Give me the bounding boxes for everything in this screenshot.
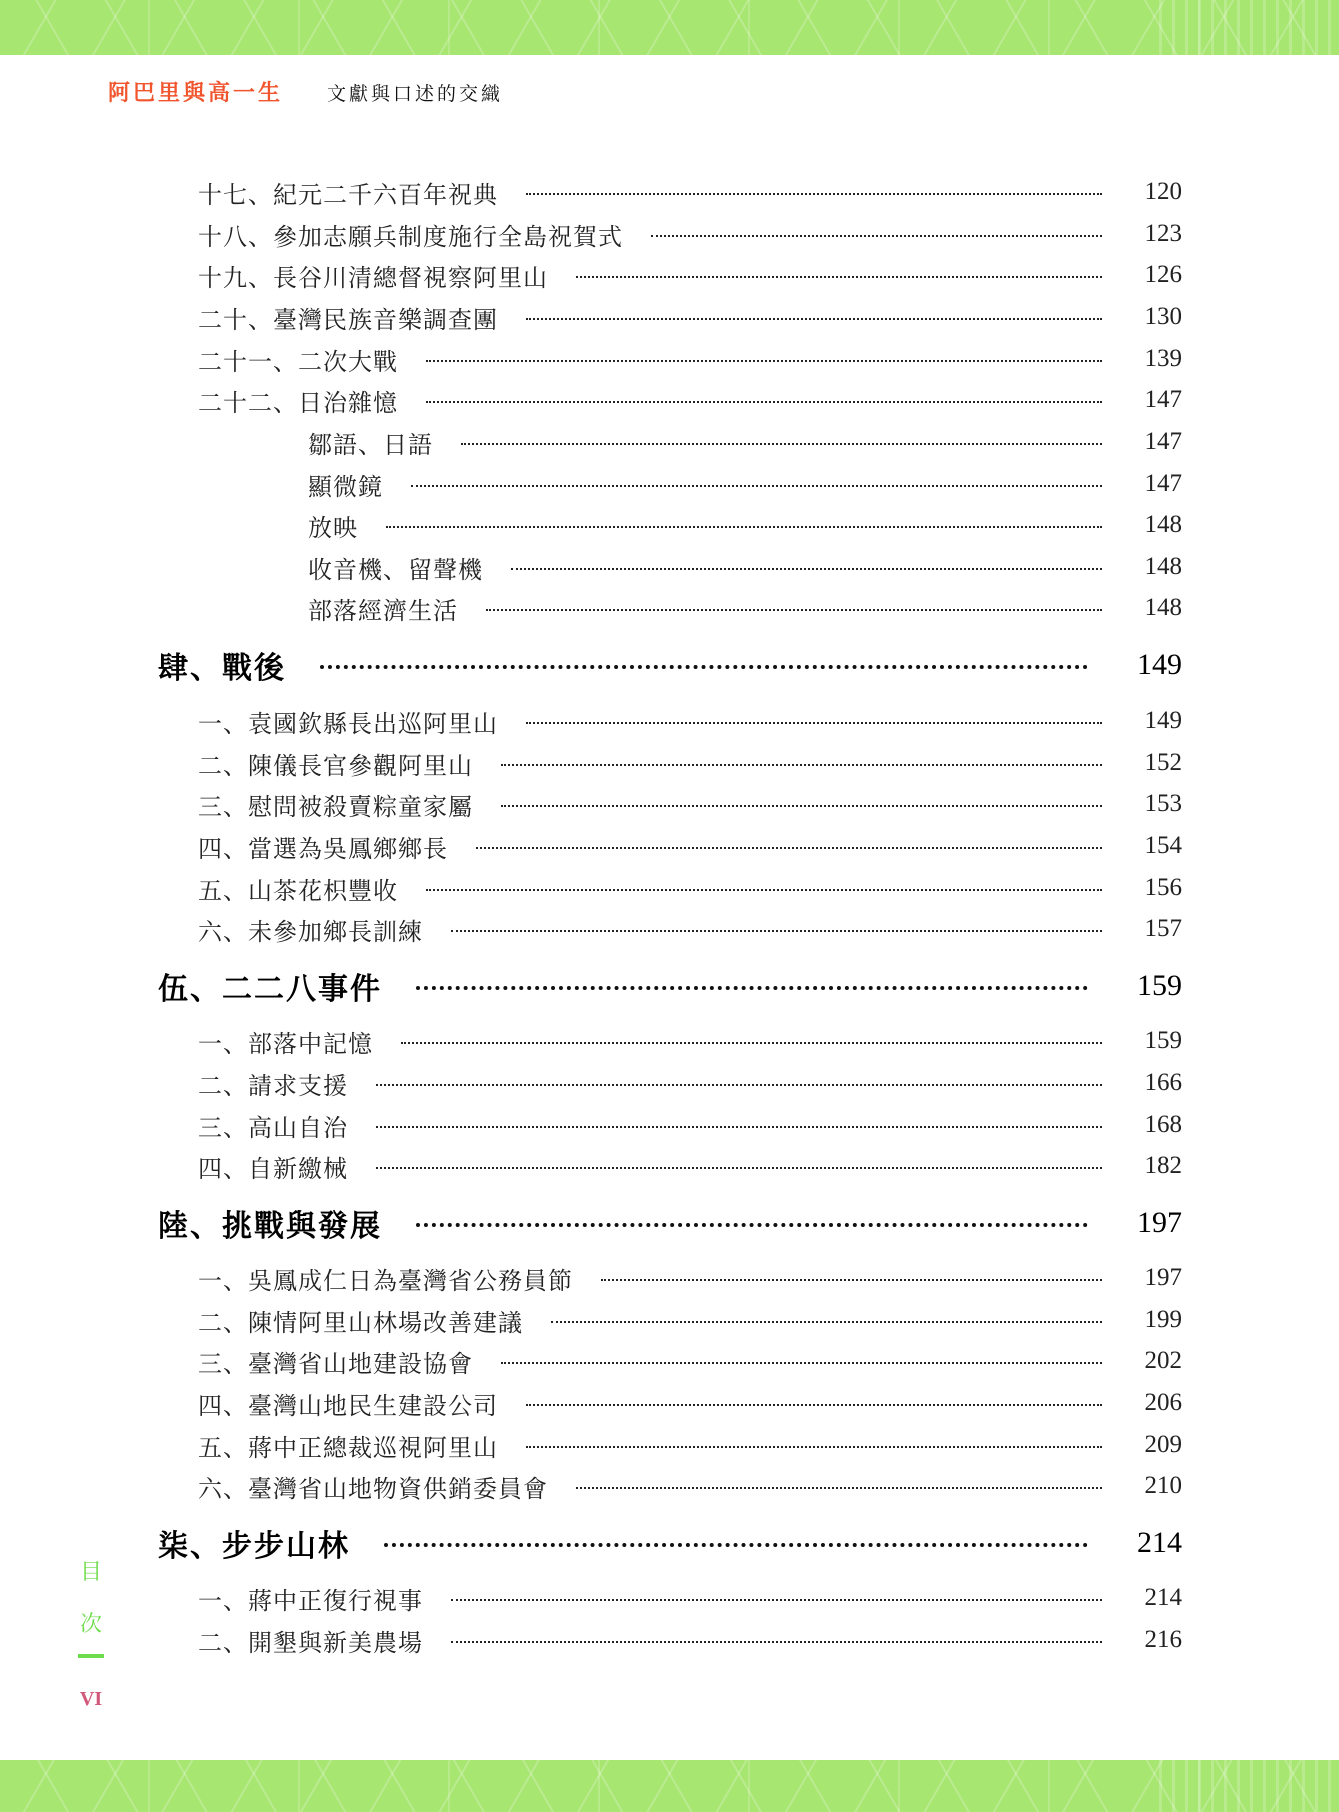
toc-entry-page-number: 214 [1137,1526,1182,1559]
dot-leader [426,889,1102,891]
toc-entry[interactable] [198,174,1182,210]
toc-entry[interactable] [198,1302,1182,1338]
toc-entry[interactable] [308,466,1182,502]
page-folio: VI [79,1688,103,1710]
toc-entry[interactable] [198,1343,1182,1379]
toc-entry-title: 三、高山自治 [198,1113,348,1142]
toc-entry-page-number: 139 [1144,345,1182,372]
toc-entry-page-number: 126 [1144,261,1182,288]
dot-leader [651,235,1102,237]
toc-entry[interactable] [198,299,1182,335]
toc-section-entry[interactable] [158,643,1182,687]
toc-entry-page-number: 148 [1144,594,1182,621]
toc-entry[interactable] [198,1148,1182,1184]
toc-entry[interactable] [198,1260,1182,1296]
toc-entry-page-number: 166 [1144,1069,1182,1096]
toc-entry-title: 六、未參加鄉長訓練 [198,917,423,946]
toc-entry[interactable] [198,911,1182,947]
toc-entry-page-number: 148 [1144,553,1182,580]
toc-entry[interactable] [198,745,1182,781]
toc-entry-page-number: 202 [1144,1347,1182,1374]
toc-entry[interactable] [198,786,1182,822]
toc-entry[interactable] [198,870,1182,906]
toc-entry-title: 收音機、留聲機 [308,555,483,584]
dot-leader [320,665,1088,669]
toc-entry-page-number: 210 [1144,1472,1182,1499]
book-subtitle: 文獻與口述的交織 [327,83,504,105]
toc-entry-title: 四、自新繳械 [198,1154,348,1183]
toc-entry-page-number: 123 [1144,220,1182,247]
toc-entry-title: 伍、二二八事件 [158,972,382,1007]
toc-entry-page-number: 197 [1137,1206,1182,1239]
toc-entry-page-number: 168 [1144,1111,1182,1138]
dot-leader [426,401,1102,403]
toc-entry-title: 二、開墾與新美農場 [198,1628,423,1657]
dot-leader [384,1543,1088,1547]
toc-entry[interactable] [198,1580,1182,1616]
toc-entry-title: 肆、戰後 [158,651,286,686]
toc-entry[interactable] [198,703,1182,739]
toc-entry-title: 一、吳鳳成仁日為臺灣省公務員節 [198,1266,573,1295]
dot-leader [501,805,1102,807]
toc-entry-page-number: 156 [1144,874,1182,901]
toc-entry-page-number: 147 [1144,470,1182,497]
toc-entry-title: 五、山茶花枳豐收 [198,876,398,905]
dot-leader [376,1126,1102,1128]
toc-entry[interactable] [198,216,1182,252]
toc-entry-title: 陸、挑戰與發展 [158,1209,382,1244]
toc-section-entry[interactable] [158,964,1182,1008]
toc-entry[interactable] [308,590,1182,626]
toc-entry-page-number: 214 [1144,1584,1182,1611]
toc-entry[interactable] [198,828,1182,864]
toc-entry-title: 十九、長谷川清總督視察阿里山 [198,263,548,292]
dot-leader [411,485,1102,487]
toc-entry-title: 二十二、日治雜憶 [198,388,398,417]
side-label-divider [78,1654,104,1658]
toc-entry[interactable] [198,1385,1182,1421]
toc-entry-title: 二、請求支援 [198,1071,348,1100]
toc-entry[interactable] [198,1065,1182,1101]
toc-section-entry[interactable] [158,1201,1182,1245]
toc-entry-title: 十八、參加志願兵制度施行全島祝賀式 [198,222,623,251]
dot-leader [526,318,1102,320]
dot-leader [451,1641,1102,1643]
toc-entry-title: 二十一、二次大戰 [198,347,398,376]
dot-leader [601,1279,1102,1281]
toc-entry[interactable] [198,257,1182,293]
toc-entry-page-number: 157 [1144,915,1182,942]
dot-leader [501,764,1102,766]
toc-entry-title: 放映 [308,513,358,542]
toc-entry-page-number: 149 [1144,707,1182,734]
toc-entry[interactable] [198,1427,1182,1463]
toc-entry-page-number: 182 [1144,1152,1182,1179]
toc-entry[interactable] [198,341,1182,377]
toc-entry-title: 四、臺灣山地民生建設公司 [198,1391,498,1420]
dot-leader [526,1446,1102,1448]
toc-entry-page-number: 197 [1144,1264,1182,1291]
toc-entry-page-number: 159 [1144,1027,1182,1054]
footer-decorative-band [0,1760,1339,1812]
dot-leader [526,1404,1102,1406]
dot-leader [376,1167,1102,1169]
toc-entry-page-number: 120 [1144,178,1182,205]
toc-entry[interactable] [308,549,1182,585]
dot-leader [401,1042,1102,1044]
toc-entry-page-number: 152 [1144,749,1182,776]
toc-entry[interactable] [198,382,1182,418]
dot-leader [461,443,1102,445]
toc-entry-page-number: 209 [1144,1431,1182,1458]
toc-entry-page-number: 159 [1137,969,1182,1002]
toc-entry-title: 一、部落中記憶 [198,1029,373,1058]
dot-leader [416,1223,1088,1227]
toc-entry-title: 四、當選為吳鳳鄉鄉長 [198,834,448,863]
toc-entry-title: 二十、臺灣民族音樂調查團 [198,305,498,334]
dot-leader [376,1084,1102,1086]
toc-entry[interactable] [198,1468,1182,1504]
dot-leader [511,568,1102,570]
running-head [108,76,503,107]
dot-leader [416,986,1088,990]
toc-entry-title: 一、蔣中正復行視事 [198,1586,423,1615]
toc-entry-page-number: 206 [1144,1389,1182,1416]
toc-entry-title: 顯微鏡 [308,472,383,501]
dot-leader [486,609,1102,611]
side-label-char-2: 次 [79,1612,102,1637]
toc-entry-page-number: 149 [1137,648,1182,681]
toc-entry-page-number: 147 [1144,428,1182,455]
toc-entry-title: 二、陳情阿里山林場改善建議 [198,1308,523,1337]
dot-leader [576,276,1102,278]
toc-entry-title: 一、袁國欽縣長出巡阿里山 [198,709,498,738]
dot-leader [576,1487,1102,1489]
toc-entry[interactable] [198,1023,1182,1059]
side-section-label [78,1562,104,1711]
toc-entry-title: 鄒語、日語 [308,430,433,459]
toc-entry-title: 柒、步步山林 [158,1529,350,1564]
dot-leader [551,1321,1102,1323]
toc-entry-title: 五、蔣中正總裁巡視阿里山 [198,1433,498,1462]
toc-entry[interactable] [308,507,1182,543]
toc-entry-page-number: 154 [1144,832,1182,859]
toc-entry-page-number: 148 [1144,511,1182,538]
toc-entry[interactable] [308,424,1182,460]
toc-entry-title: 部落經濟生活 [308,596,458,625]
toc-entry-title: 三、慰問被殺賣粽童家屬 [198,792,473,821]
toc-section-entry[interactable] [158,1521,1182,1565]
dot-leader [501,1362,1102,1364]
toc-entry-page-number: 216 [1144,1626,1182,1653]
toc-entry-page-number: 147 [1144,386,1182,413]
dot-leader [426,360,1102,362]
dot-leader [526,193,1102,195]
dot-leader [451,930,1102,932]
dot-leader [451,1599,1102,1601]
toc-entry-page-number: 130 [1144,303,1182,330]
toc-entry-title: 三、臺灣省山地建設協會 [198,1349,473,1378]
toc-entry-title: 二、陳儀長官參觀阿里山 [198,751,473,780]
toc-entry[interactable] [198,1622,1182,1658]
toc-entry-page-number: 199 [1144,1306,1182,1333]
toc-entry-page-number: 153 [1144,790,1182,817]
dot-leader [386,526,1102,528]
book-title: 阿巴里與高一生 [108,80,284,106]
side-label-char-1: 目 [79,1560,102,1585]
toc-entry-title: 六、臺灣省山地物資供銷委員會 [198,1474,548,1503]
toc-entry-title: 十七、紀元二千六百年祝典 [198,180,498,209]
toc-entry[interactable] [198,1107,1182,1143]
header-decorative-band [0,0,1339,55]
dot-leader [526,722,1102,724]
dot-leader [476,847,1102,849]
